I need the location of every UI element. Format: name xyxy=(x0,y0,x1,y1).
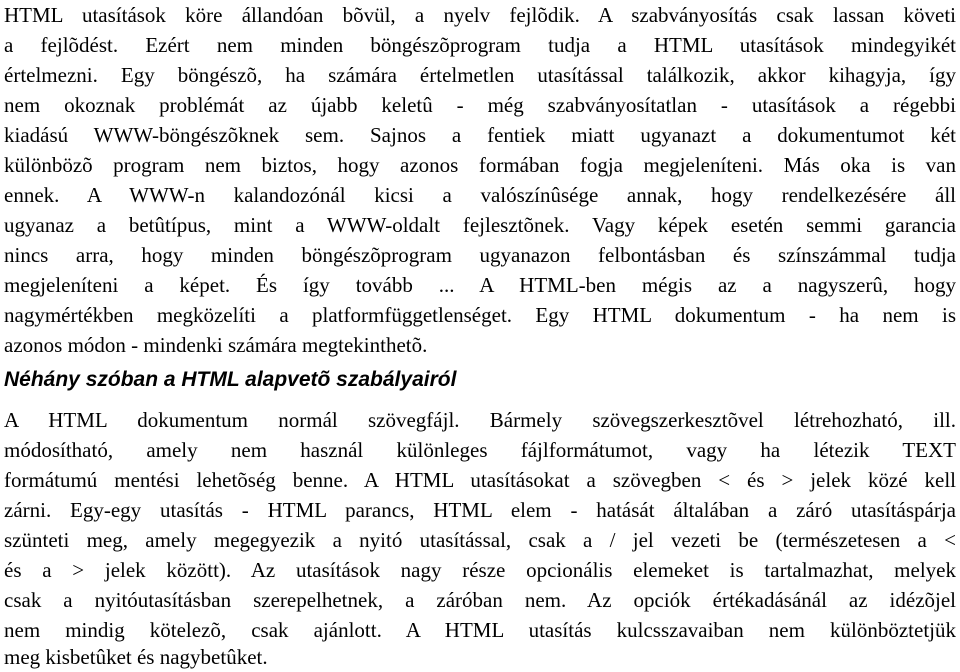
text-line: zárni. Egy-egy utasítás - HTML parancs, HTML elem - hatását általában a záró utasításpárja xyxy=(4,498,956,522)
text-line: kiadású WWW-böngészõknek sem. Sajnos a fentiek miatt ugyanazt a dokumentumot két xyxy=(4,123,956,147)
text-line: különbözõ program nem biztos, hogy azonos formában fogja megjeleníteni. Más oka is van xyxy=(4,153,956,177)
text-line: formátumú mentési lehetõség benne. A HTML utasításokat a szövegben < és > jelek közé kell xyxy=(4,468,956,492)
text-line: és a > jelek között). Az utasítások nagy része opcionális elemeket is tartalmazhat, melyek xyxy=(4,558,956,582)
text-line: csak a nyitóutasításban szerepelhetnek, a záróban nem. Az opciók értékadásánál az idézõjel xyxy=(4,588,956,612)
text-line: nem mindig kötelezõ, csak ajánlott. A HTML utasítás kulcsszavaiban nem különböztetjük xyxy=(4,618,956,642)
text-line: a fejlõdést. Ezért nem minden böngészõprogram tudja a HTML utasítások mindegyikét xyxy=(4,33,956,57)
text-line: értelmezni. Egy böngészõ, ha számára értelmetlen utasítással találkozik, akkor kihagyja, így xyxy=(4,63,956,87)
text-line: ennek. A WWW-n kalandozónál kicsi a valószínûsége annak, hogy rendelkezésére áll xyxy=(4,183,956,207)
text-line: ugyanaz a betûtípus, mint a WWW-oldalt fejlesztõnek. Vagy képek esetén semmi garancia xyxy=(4,213,956,237)
text-line: szünteti meg, amely megegyezik a nyitó utasítással, csak a / jel vezeti be (természetesen a < xyxy=(4,528,956,552)
text-line: megjeleníteni a képet. És így tovább ... A HTML-ben mégis az a nagyszerû, hogy xyxy=(4,273,956,297)
text-line: HTML utasítások köre állandóan bõvül, a nyelv fejlõdik. A szabványosítás csak lassan követi xyxy=(4,3,956,27)
text-line: azonos módon - mindenki számára megtekinthetõ. xyxy=(4,333,428,357)
section-heading: Néhány szóban a HTML alapvetõ szabályairól xyxy=(4,368,457,391)
text-line: módosítható, amely nem használ különleges fájlformátumot, vagy ha létezik TEXT xyxy=(4,438,956,462)
text-line: nagymértékben megközelíti a platformfüggetlenséget. Egy HTML dokumentum - ha nem is xyxy=(4,303,956,327)
text-line: nincs arra, hogy minden böngészõprogram ugyanazon felbontásban és színszámmal tudja xyxy=(4,243,956,267)
text-line: nem okoznak problémát az újabb keletû - még szabványosítatlan - utasítások a régebbi xyxy=(4,93,956,117)
text-line: A HTML dokumentum normál szövegfájl. Bármely szövegszerkesztõvel létrehozható, ill. xyxy=(4,408,956,432)
text-line: meg kisbetûket és nagybetûket. xyxy=(4,645,268,669)
